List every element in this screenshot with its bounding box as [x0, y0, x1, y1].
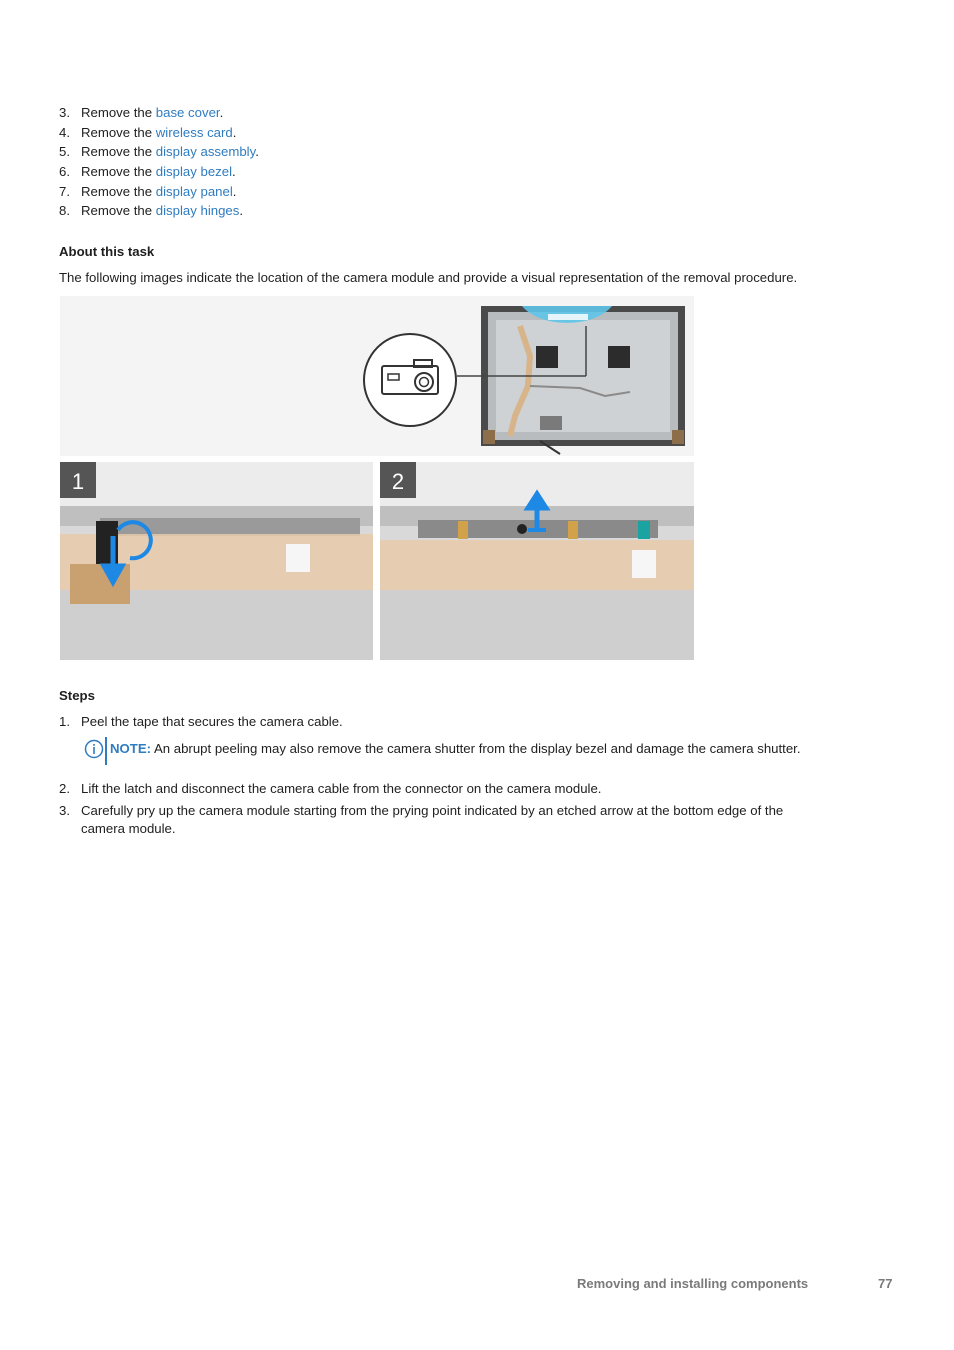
- item-suffix: .: [232, 124, 237, 140]
- prereq-item: [59, 142, 899, 162]
- step-number: 1.: [59, 714, 70, 729]
- item-suffix: .: [219, 105, 224, 120]
- item-suffix: .: [232, 164, 236, 180]
- item-text: Remove the: [81, 203, 156, 219]
- step-panel-2: [380, 462, 694, 660]
- item-text: Remove the: [81, 183, 156, 199]
- info-icon: [84, 739, 104, 759]
- prereq-item: [59, 123, 899, 143]
- step-number: 3.: [59, 803, 70, 818]
- note-label: NOTE:: [110, 741, 152, 756]
- item-suffix: .: [255, 144, 259, 160]
- link-display-panel[interactable]: display panel: [155, 183, 233, 199]
- item-number: 3.: [59, 105, 70, 120]
- step-text: Peel the tape that secures the camera cable.: [81, 714, 343, 729]
- step-text: Lift the latch and disconnect the camera cable from the connector on the camera module.: [81, 781, 602, 796]
- step-2-number: 2: [391, 469, 405, 494]
- item-suffix: .: [239, 203, 244, 219]
- item-number: 6.: [59, 164, 70, 180]
- link-display-assembly[interactable]: display assembly: [155, 144, 256, 160]
- prereq-item: [59, 182, 899, 202]
- item-suffix: .: [232, 183, 237, 199]
- item-number: 4.: [59, 124, 70, 140]
- link-base-cover[interactable]: base cover: [155, 105, 220, 120]
- item-number: 8.: [59, 203, 70, 219]
- page-number: 77: [878, 1276, 893, 1291]
- prereq-item: [59, 103, 899, 123]
- link-display-hinges[interactable]: display hinges: [155, 203, 240, 219]
- item-number: 7.: [59, 183, 70, 199]
- display-back-panel: [481, 306, 685, 454]
- note-divider: [105, 737, 107, 765]
- link-wireless-card[interactable]: wireless card: [155, 124, 233, 140]
- note-text: An abrupt peeling may also remove the camera shutter from the display bezel and damage the camera shutter.: [151, 741, 801, 756]
- footer-section-title: Removing and installing components: [577, 1276, 809, 1291]
- step-number: 2.: [59, 781, 70, 796]
- steps-heading: Steps: [59, 688, 95, 703]
- item-text: Remove the: [81, 105, 156, 120]
- prereq-item: [59, 162, 899, 182]
- step-text: Carefully pry up the camera module starting from the prying point indicated by an etched arrow at the bottom edge of the: [81, 803, 784, 818]
- item-number: 5.: [59, 144, 70, 160]
- prerequisite-list: [59, 103, 899, 221]
- step-1-number: 1: [71, 469, 85, 494]
- prereq-item: [59, 201, 899, 221]
- item-text: Remove the: [81, 164, 156, 180]
- note-callout: [84, 737, 894, 765]
- step-panel-1: [60, 462, 373, 660]
- item-text: Remove the: [81, 144, 156, 160]
- item-text: Remove the: [81, 124, 156, 140]
- about-text: The following images indicate the location of the camera module and provide a visual representation of the removal procedure.: [59, 270, 798, 285]
- link-display-bezel[interactable]: display bezel: [155, 164, 233, 180]
- about-heading: About this task: [59, 244, 155, 259]
- step-text-continued: camera module.: [81, 821, 176, 836]
- camera-removal-figure: [60, 296, 694, 660]
- camera-icon: [364, 334, 456, 426]
